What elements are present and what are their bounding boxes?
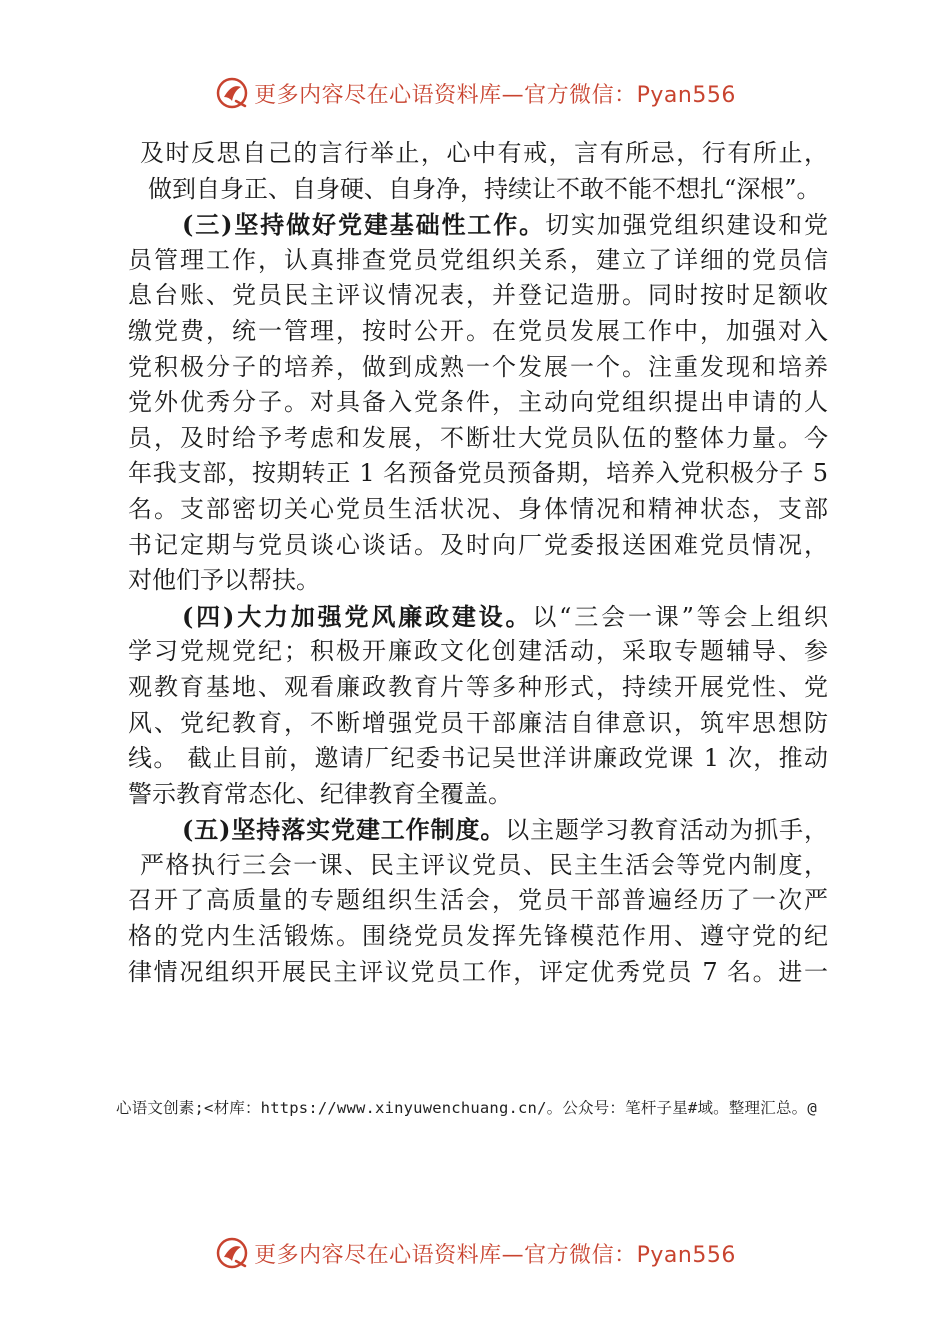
text-line: 召开了高质量的专题组织生活会，党员干部普遍经历了一次严 xyxy=(128,886,828,915)
text-line-content: 以主题学习教育活动为抓手， xyxy=(505,816,828,845)
text-line-content: 切实加强党组织建设和党 xyxy=(545,211,829,240)
watermark-text: 更多内容尽在心语资料库—官方微信：Pyan556 xyxy=(254,1242,736,1268)
text-line: 书记定期与党员谈心谈话。及时向厂党委报送困难党员情况， xyxy=(128,530,828,559)
section-heading: (三)坚持做好党建基础性工作。 xyxy=(182,210,546,240)
text-line: 线。 截止目前，邀请厂纪委书记吴世洋讲廉政党课 1 次，推动 xyxy=(128,744,828,773)
text-line: 警示教育常态化、纪律教育全覆盖。 xyxy=(128,779,512,808)
text-line: 格的党内生活锻炼。围绕党员发挥先锋模范作用、遵守党的纪 xyxy=(128,922,828,951)
paragraph-line xyxy=(128,599,828,635)
watermark-text: 更多内容尽在心语资料库—官方微信：Pyan556 xyxy=(254,82,736,108)
text-line: 风、党纪教育，不断增强党员干部廉洁自律意识，筑牢思想防 xyxy=(128,708,828,737)
text-line: 学习党规党纪；积极开廉政文化创建活动，采取专题辅导、参 xyxy=(128,637,828,666)
text-line: 党外优秀分子。对具备入党条件，主动向党组织提出申请的人 xyxy=(128,388,828,417)
document-body xyxy=(128,136,828,990)
text-line-content: 做到自身正、自身硬、自身净，持续让不敢不能不想扎“深根”。 xyxy=(148,174,821,203)
text-line: 严格执行三会一课、民主评议党员、民主生活会等党内制度， xyxy=(140,850,828,879)
paragraph-line xyxy=(128,207,828,243)
logo-icon xyxy=(214,1235,250,1271)
text-line: 员，及时给予考虑和发展，不断壮大党员队伍的整体力量。今 xyxy=(128,423,828,452)
text-line: 律情况组织开展民主评议党员工作，评定优秀党员 7 名。进一 xyxy=(128,957,828,986)
header-watermark-banner xyxy=(0,68,950,118)
logo-icon xyxy=(214,75,250,111)
text-line: 员管理工作，认真排查党员党组织关系，建立了详细的党员信 xyxy=(128,245,828,274)
text-line: 及时反思自己的言行举止，心中有戒，言有所忌，行有所止， xyxy=(140,139,828,167)
text-line: 观教育基地、观看廉政教育片等多种形式，持续开展党性、党 xyxy=(128,672,828,701)
text-line: 年我支部，按期转正 1 名预备党员预备期，培养入党积极分子 5 xyxy=(128,459,828,488)
text-line: 党积极分子的培养，做到成熟一个发展一个。注重发现和培养 xyxy=(128,352,828,381)
section-heading: (四)大力加强党风廉政建设。 xyxy=(182,601,533,631)
text-line: 息台账、党员民主评议情况表，并登记造册。同时按时足额收 xyxy=(128,281,828,310)
footer-watermark-banner xyxy=(0,1228,950,1278)
text-line: 缴党费，统一管理，按时公开。在党员发展工作中，加强对入 xyxy=(128,316,828,345)
text-line: 对他们予以帮扶。 xyxy=(128,566,320,595)
section-heading: (五)坚持落实党建工作制度。 xyxy=(182,815,506,845)
text-line-content: 以“三会一课”等会上组织 xyxy=(532,602,828,631)
text-line: 名。支部密切关心党员生活状况、身体情况和精神状态，支部 xyxy=(128,494,828,523)
footer-source-note: 心语文创素;<材库：https://www.xinyuwenchuang.cn/。公众号：笔杆子星#域。整理汇总。@ xyxy=(116,1099,817,1117)
text-line xyxy=(128,172,828,208)
paragraph-line xyxy=(128,812,828,848)
